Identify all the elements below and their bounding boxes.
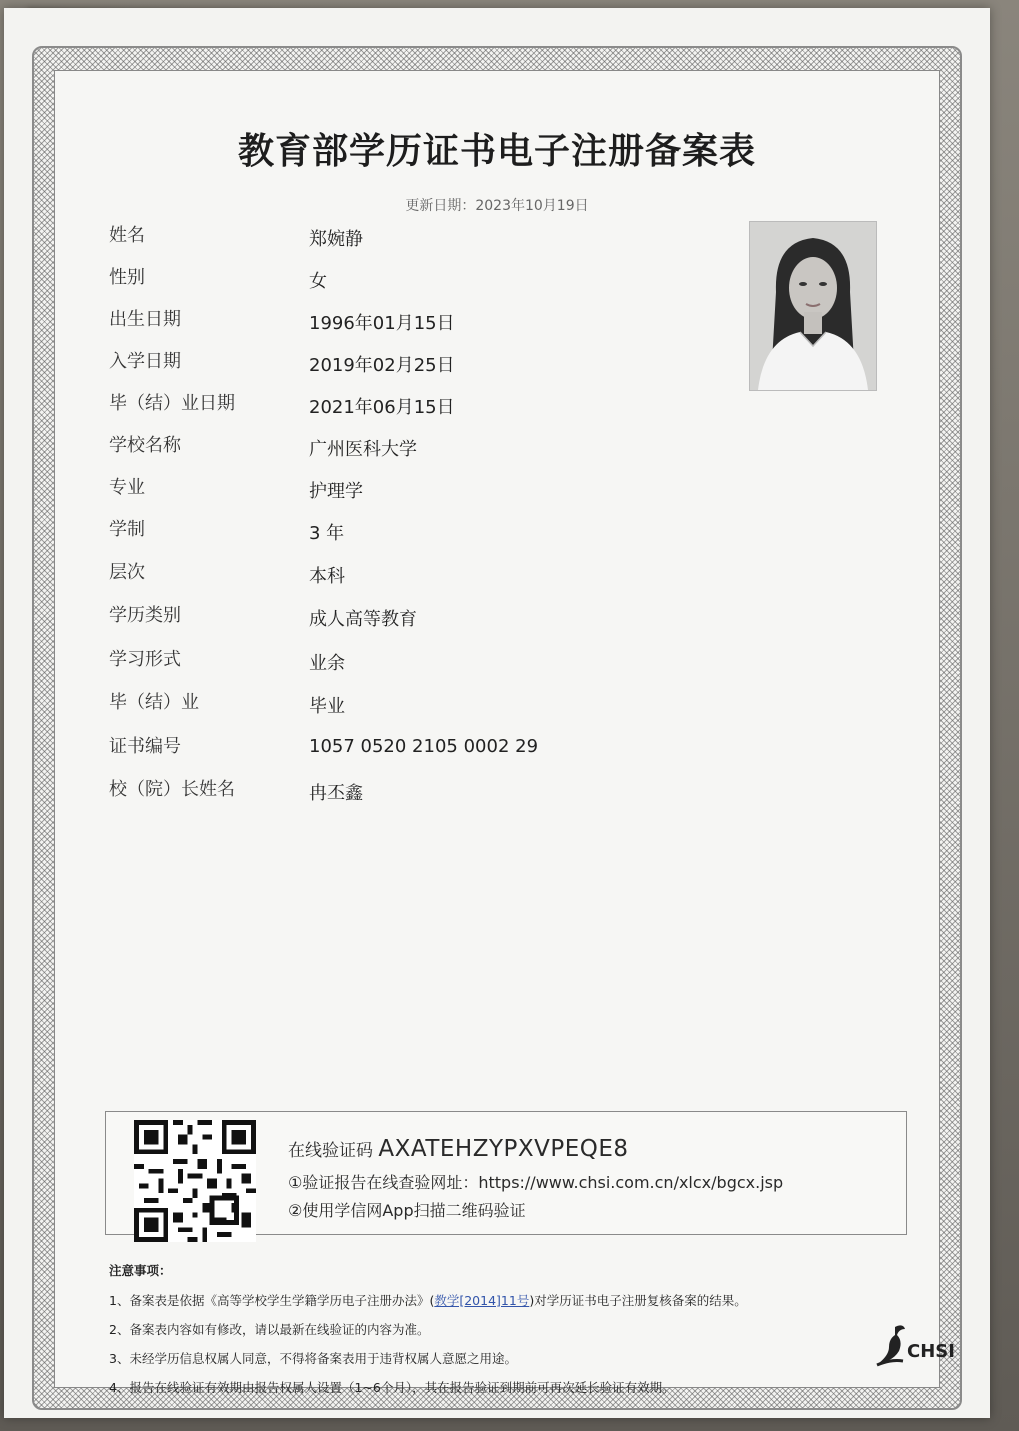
- field-label: 学习形式: [109, 649, 181, 670]
- field-row: [109, 515, 789, 545]
- field-label: 层次: [109, 562, 145, 583]
- verification-url-line[interactable]: ①验证报告在线查验网址：https://www.chsi.com.cn/xlcx/bgcx.jsp: [288, 1173, 784, 1192]
- verification-code[interactable]: AXATEHZYPXVPEQE8: [378, 1136, 629, 1162]
- field-label: 入学日期: [109, 351, 181, 372]
- field-value: 毕业: [309, 696, 345, 717]
- qr-code-icon[interactable]: [134, 1120, 256, 1242]
- verification-app-line: ②使用学信网App扫描二维码验证: [288, 1201, 526, 1220]
- id-photo: [749, 221, 877, 391]
- field-row: [109, 473, 789, 503]
- field-value: 广州医科大学: [309, 439, 417, 460]
- regulation-link[interactable]: 教学[2014]11号: [434, 1293, 530, 1308]
- field-label: 证书编号: [109, 736, 181, 757]
- field-value: 郑婉静: [309, 229, 363, 250]
- field-value: 1057 0520 2105 0002 29: [309, 736, 539, 757]
- field-value: 1996年01月15日: [309, 313, 455, 334]
- document-title: 教育部学历证书电子注册备案表: [237, 131, 756, 172]
- field-row: [109, 305, 789, 335]
- field-row: [109, 688, 789, 718]
- field-value: 2019年02月25日: [309, 355, 455, 376]
- notes-section: [109, 1261, 747, 1407]
- field-row: [109, 221, 789, 251]
- field-label: 出生日期: [109, 309, 181, 330]
- field-value: 本科: [309, 566, 345, 587]
- field-label: 性别: [109, 267, 145, 288]
- field-value: 冉丕鑫: [309, 783, 363, 804]
- guilloche-border: [32, 46, 962, 1410]
- note-line: 4、报告在线验证有效期由报告权属人设置（1~6个月），其在报告验证到期前可再次延长验证有效期。: [109, 1380, 675, 1395]
- note-line: 3、未经学历信息权属人同意，不得将备案表用于违背权属人意愿之用途。: [109, 1351, 517, 1366]
- chsi-logo: [873, 1321, 963, 1371]
- field-row: [109, 775, 789, 805]
- code-label: 在线验证码: [288, 1141, 373, 1161]
- field-label: 毕（结）业: [109, 692, 199, 713]
- field-row: [109, 431, 789, 461]
- portrait-image: [750, 222, 876, 390]
- verification-code-row: [288, 1136, 629, 1162]
- field-value: 女: [309, 271, 327, 292]
- field-label: 专业: [109, 477, 145, 498]
- field-label: 姓名: [109, 225, 145, 246]
- note-line: 2、备案表内容如有修改，请以最新在线验证的内容为准。: [109, 1322, 430, 1337]
- note-line: 1、备案表是依据《高等学校学生学籍学历电子注册办法》(教学[2014]11号)对学历证书电子注册复核备案的结果。: [109, 1293, 747, 1308]
- field-row: [109, 645, 789, 675]
- field-row: [109, 732, 789, 762]
- field-row: [109, 263, 789, 293]
- verification-panel: [105, 1111, 907, 1235]
- field-row: [109, 558, 789, 588]
- field-label: 学校名称: [109, 435, 181, 456]
- field-value: 业余: [309, 653, 345, 674]
- chsi-logo-text: CHSI: [907, 1341, 955, 1362]
- field-label: 学历类别: [109, 605, 181, 626]
- notes-title: 注意事项：: [109, 1263, 172, 1278]
- field-value: 3 年: [309, 523, 345, 544]
- field-row: [109, 347, 789, 377]
- field-value: 成人高等教育: [309, 609, 417, 630]
- document-sheet: [4, 8, 990, 1418]
- field-value: 护理学: [309, 481, 363, 502]
- field-value: 2021年06月15日: [309, 397, 455, 418]
- update-date: 更新日期：2023年10月19日: [405, 198, 589, 214]
- field-label: 学制: [109, 519, 145, 540]
- field-row: [109, 601, 789, 631]
- field-label: 毕（结）业日期: [109, 393, 235, 414]
- field-label: 校（院）长姓名: [109, 779, 235, 800]
- field-row: [109, 389, 789, 419]
- document-body: [54, 70, 955, 1395]
